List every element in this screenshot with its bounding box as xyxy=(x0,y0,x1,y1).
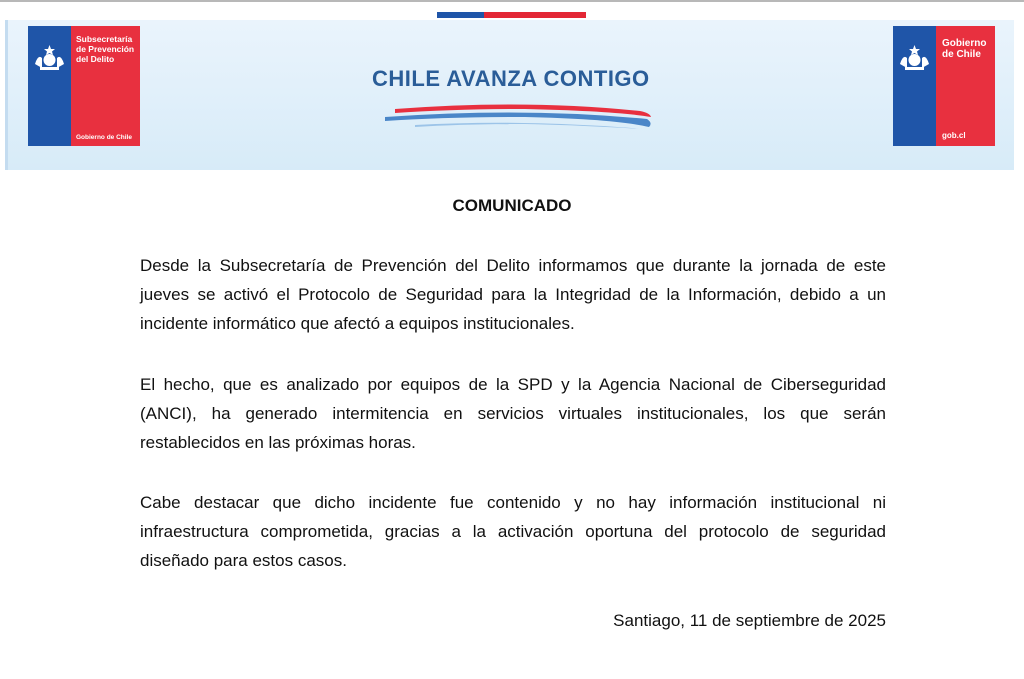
logo-footer: gob.cl xyxy=(942,131,966,140)
org-name: Subsecretaría de Prevención del Delito xyxy=(76,34,135,64)
paragraph-2: El hecho, que es analizado por equipos de la SPD y la Agencia Nacional de Ciberseguridad (ANCI), ha generado intermitencia en servicios virtuales institucionales, los que serán restablecidos en las próximas horas. xyxy=(140,375,886,452)
org-name: Gobierno de Chile xyxy=(942,38,987,60)
paragraph-3: Cabe destacar que dicho incidente fue contenido y no hay información institucional ni infraestructura comprometida, gracias a la activación oportuna del protocolo de seguridad diseñado para estos casos. xyxy=(140,493,886,570)
date-signature: Santiago, 11 de septiembre de 2025 xyxy=(613,611,886,630)
spd-logo xyxy=(28,26,140,146)
logo-footer: Gobierno de Chile xyxy=(76,134,132,141)
coat-of-arms-icon xyxy=(32,44,67,72)
document-title: COMUNICADO xyxy=(452,196,572,215)
paragraph-1: Desde la Subsecretaría de Prevención del Delito informamos que durante la jornada de este jueves se activó el Protocolo de Seguridad para la Integridad de la Información, debido a un incidente informático que afectó a equipos institucionales. xyxy=(140,256,886,333)
gobierno-de-chile-logo xyxy=(893,26,995,146)
flag-stripe xyxy=(437,12,586,18)
header-banner xyxy=(5,20,1014,170)
coat-of-arms-icon xyxy=(897,44,932,72)
swoosh-graphic xyxy=(375,101,665,131)
slogan: CHILE AVANZA CONTIGO xyxy=(372,66,650,91)
top-rule xyxy=(0,0,1024,2)
